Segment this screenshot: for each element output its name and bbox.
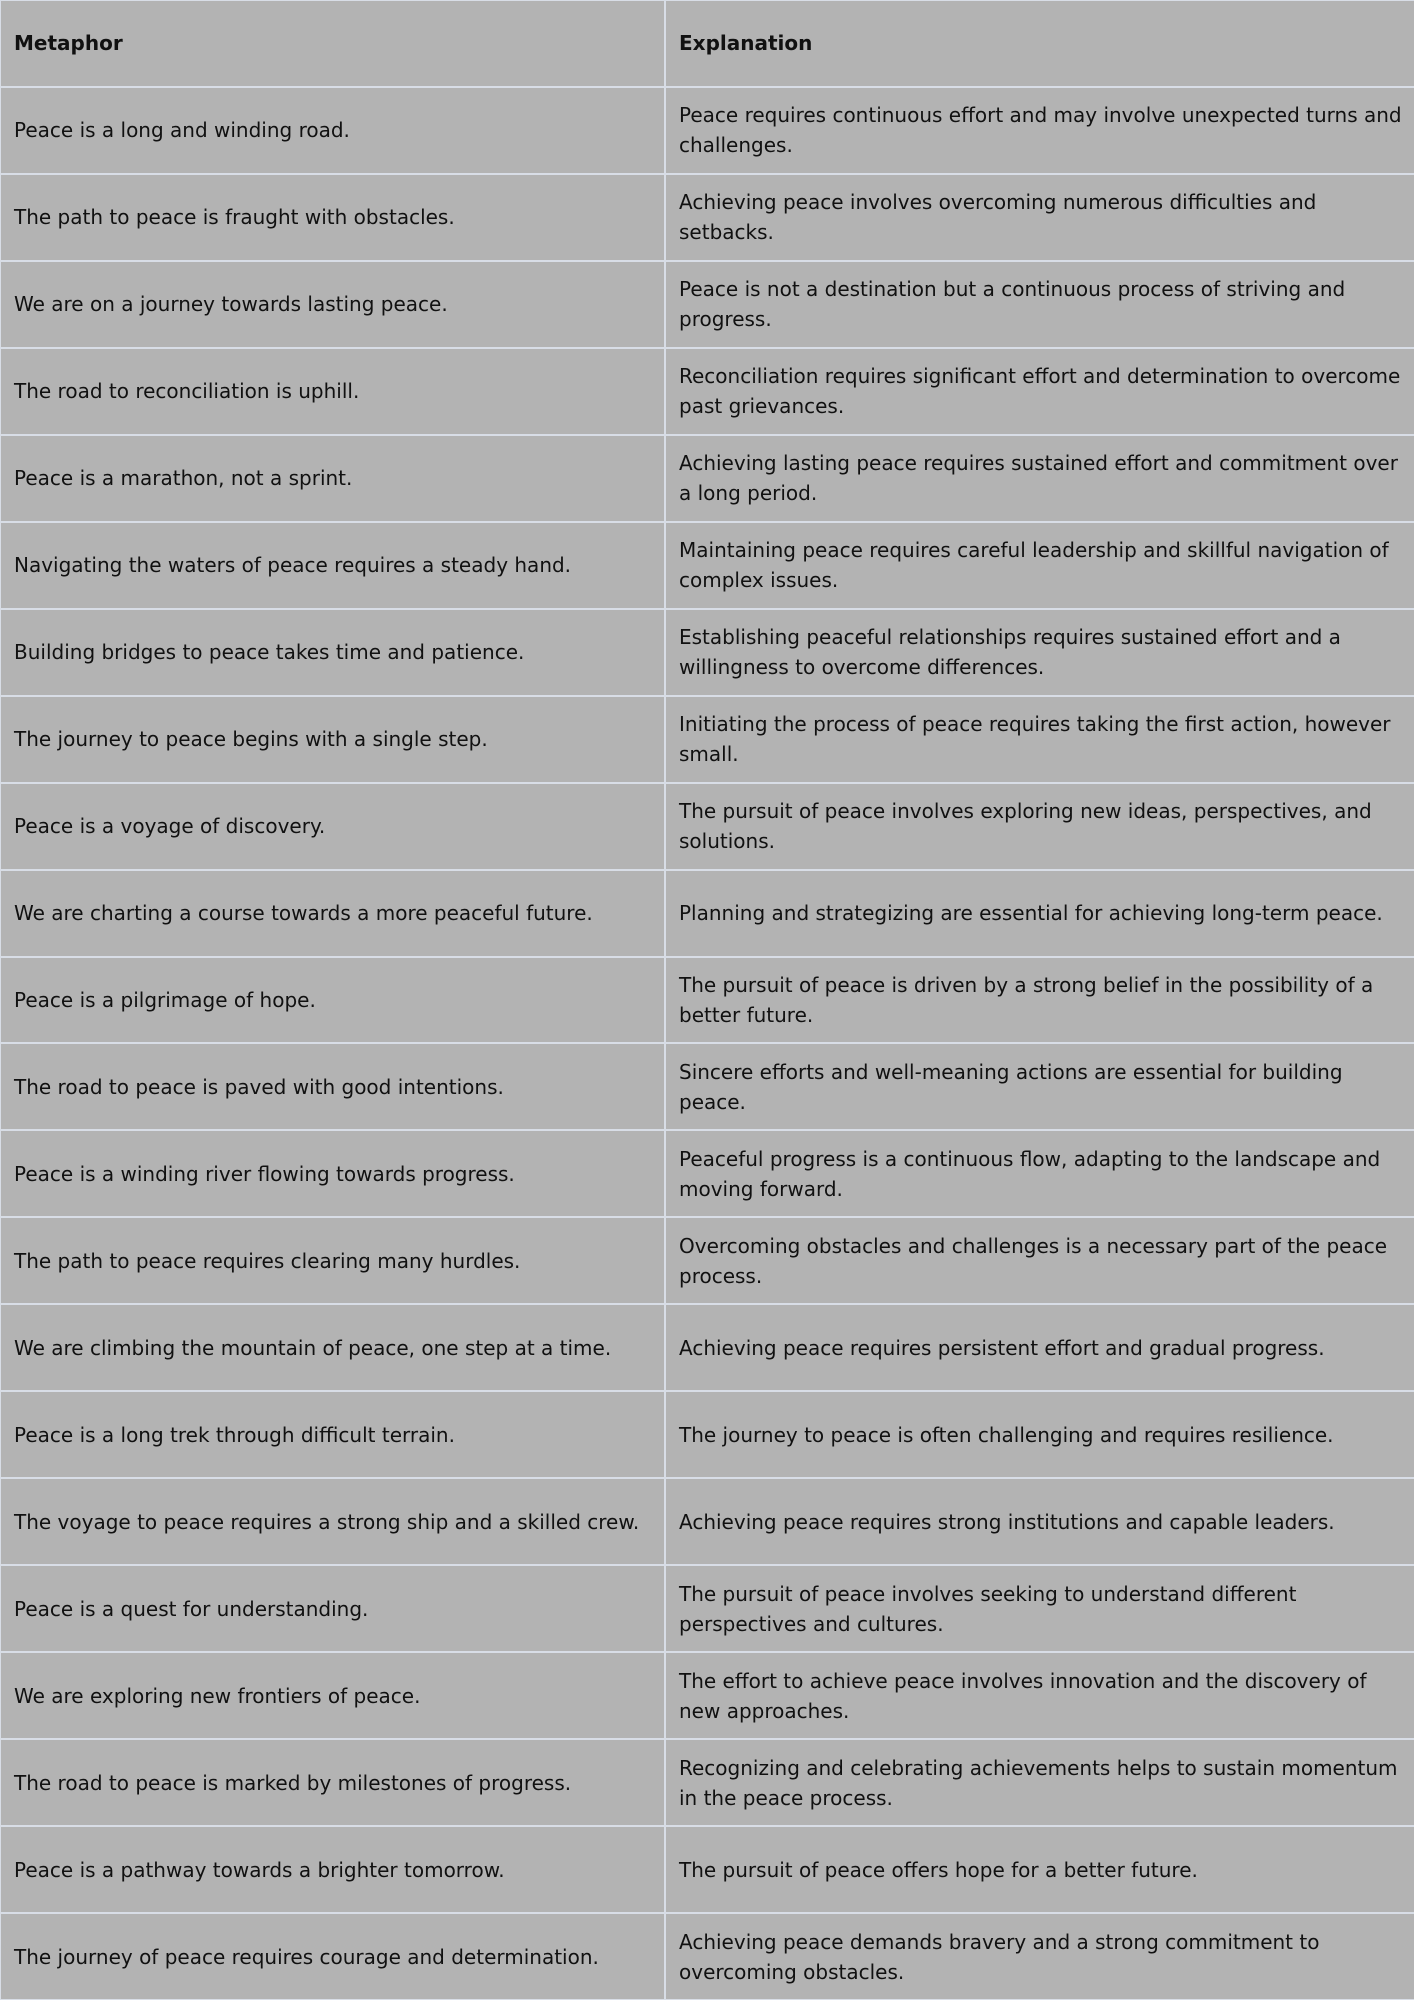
explanation-cell: Establishing peaceful relationships requires sustained effort and a willingness to overcome differences. xyxy=(666,610,1414,695)
metaphor-cell: Peace is a winding river flowing towards progress. xyxy=(1,1131,664,1216)
metaphor-cell: The journey of peace requires courage and determination. xyxy=(1,1914,664,1999)
explanation-cell: The pursuit of peace involves exploring new ideas, perspectives, and solutions. xyxy=(666,784,1414,869)
explanation-cell: Achieving peace requires strong institutions and capable leaders. xyxy=(666,1479,1414,1564)
header-explanation: Explanation xyxy=(666,1,1414,86)
metaphor-cell: We are exploring new frontiers of peace. xyxy=(1,1653,664,1738)
metaphor-cell: The path to peace requires clearing many hurdles. xyxy=(1,1218,664,1303)
explanation-cell: Achieving peace requires persistent effort and gradual progress. xyxy=(666,1305,1414,1390)
metaphor-cell: Peace is a pilgrimage of hope. xyxy=(1,958,664,1043)
metaphor-cell: Peace is a marathon, not a sprint. xyxy=(1,436,664,521)
metaphor-cell: We are climbing the mountain of peace, one step at a time. xyxy=(1,1305,664,1390)
explanation-cell: The journey to peace is often challenging and requires resilience. xyxy=(666,1392,1414,1477)
header-metaphor: Metaphor xyxy=(1,1,664,86)
explanation-cell: Achieving lasting peace requires sustained effort and commitment over a long period. xyxy=(666,436,1414,521)
explanation-cell: Initiating the process of peace requires taking the first action, however small. xyxy=(666,697,1414,782)
metaphor-cell: The journey to peace begins with a single step. xyxy=(1,697,664,782)
metaphor-cell: We are on a journey towards lasting peace. xyxy=(1,262,664,347)
explanation-cell: Recognizing and celebrating achievements helps to sustain momentum in the peace process. xyxy=(666,1740,1414,1825)
metaphor-cell: The voyage to peace requires a strong ship and a skilled crew. xyxy=(1,1479,664,1564)
metaphor-cell: The road to peace is paved with good intentions. xyxy=(1,1044,664,1129)
explanation-cell: Reconciliation requires significant effort and determination to overcome past grievances. xyxy=(666,349,1414,434)
explanation-cell: The pursuit of peace offers hope for a better future. xyxy=(666,1827,1414,1912)
explanation-cell: Peace is not a destination but a continuous process of striving and progress. xyxy=(666,262,1414,347)
metaphor-cell: The road to reconciliation is uphill. xyxy=(1,349,664,434)
metaphor-cell: Peace is a voyage of discovery. xyxy=(1,784,664,869)
explanation-cell: The pursuit of peace is driven by a strong belief in the possibility of a better future. xyxy=(666,958,1414,1043)
explanation-cell: Maintaining peace requires careful leadership and skillful navigation of complex issues. xyxy=(666,523,1414,608)
metaphor-cell: Peace is a pathway towards a brighter tomorrow. xyxy=(1,1827,664,1912)
explanation-cell: Sincere efforts and well-meaning actions are essential for building peace. xyxy=(666,1044,1414,1129)
explanation-cell: Peaceful progress is a continuous flow, adapting to the landscape and moving forward. xyxy=(666,1131,1414,1216)
explanation-cell: Achieving peace involves overcoming numerous difficulties and setbacks. xyxy=(666,175,1414,260)
explanation-cell: Overcoming obstacles and challenges is a necessary part of the peace process. xyxy=(666,1218,1414,1303)
explanation-cell: The pursuit of peace involves seeking to understand different perspectives and cultures. xyxy=(666,1566,1414,1651)
metaphor-cell: Peace is a long and winding road. xyxy=(1,88,664,173)
metaphor-cell: We are charting a course towards a more peaceful future. xyxy=(1,871,664,956)
explanation-cell: The effort to achieve peace involves innovation and the discovery of new approaches. xyxy=(666,1653,1414,1738)
metaphor-cell: The road to peace is marked by milestones of progress. xyxy=(1,1740,664,1825)
explanation-cell: Planning and strategizing are essential for achieving long-term peace. xyxy=(666,871,1414,956)
explanation-cell: Peace requires continuous effort and may involve unexpected turns and challenges. xyxy=(666,88,1414,173)
metaphor-cell: Peace is a long trek through difficult terrain. xyxy=(1,1392,664,1477)
explanation-cell: Achieving peace demands bravery and a strong commitment to overcoming obstacles. xyxy=(666,1914,1414,1999)
metaphor-cell: Building bridges to peace takes time and patience. xyxy=(1,610,664,695)
metaphor-cell: Navigating the waters of peace requires a steady hand. xyxy=(1,523,664,608)
metaphor-cell: Peace is a quest for understanding. xyxy=(1,1566,664,1651)
metaphor-cell: The path to peace is fraught with obstacles. xyxy=(1,175,664,260)
